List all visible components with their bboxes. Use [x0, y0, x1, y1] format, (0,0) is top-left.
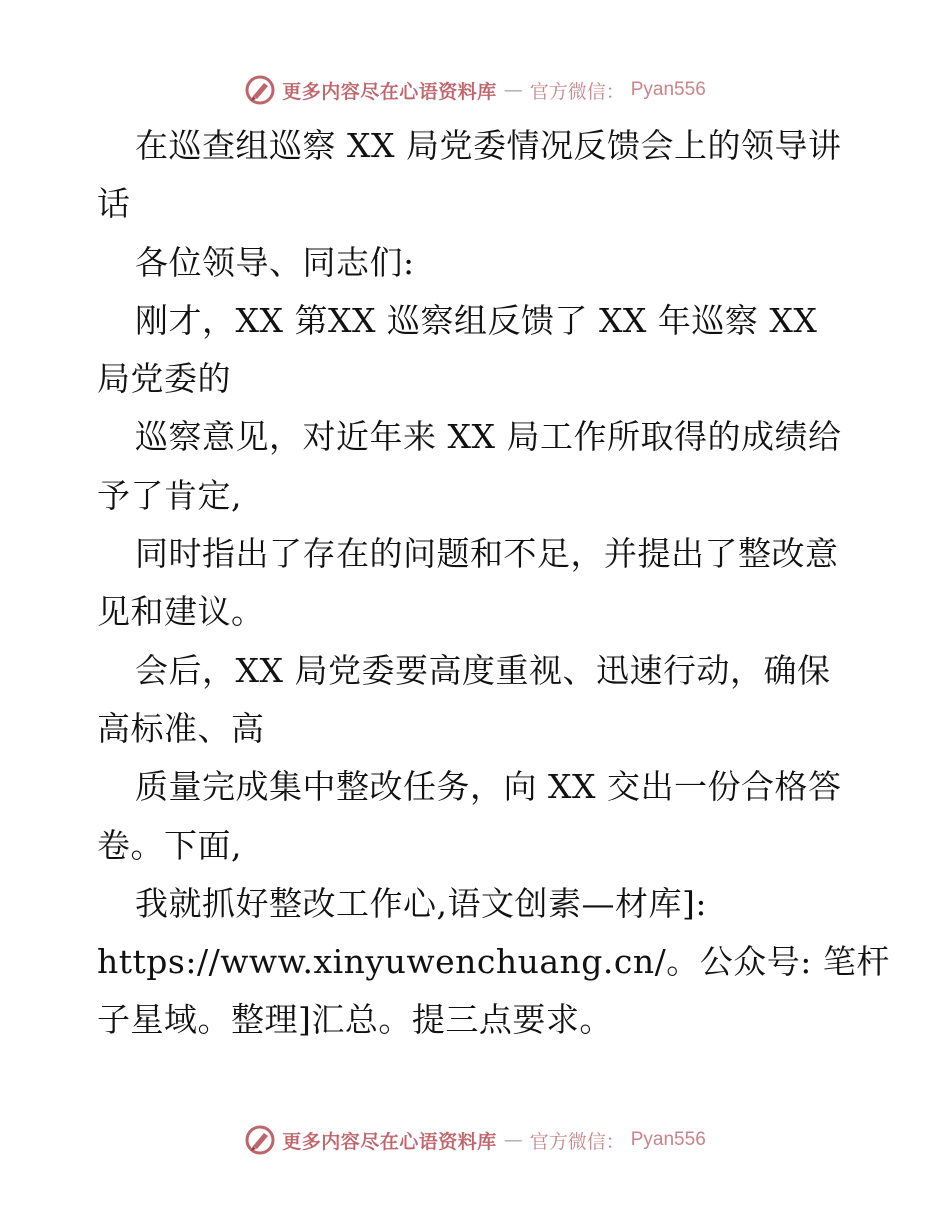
- body-line: 卷。下面,: [97, 825, 242, 865]
- body-line: 高标准、高: [97, 708, 265, 748]
- watermark-wechat-id: Pyan556: [630, 79, 706, 100]
- watermark-header: [0, 70, 950, 110]
- body-line: 刚才，XX 第XX 巡察组反馈了 XX 年巡察 XX: [135, 300, 818, 340]
- pen-logo-icon: [244, 74, 276, 106]
- body-line: 巡察意见，对近年来 XX 局工作所取得的成绩给: [135, 417, 842, 457]
- watermark-dash: —: [503, 79, 523, 101]
- watermark-wechat-label: 官方微信：: [529, 80, 625, 103]
- body-line: 见和建议。: [97, 592, 265, 632]
- body-line: 子星域。整理]汇总。提三点要求。: [97, 1000, 613, 1040]
- watermark-title: 更多内容尽在心语资料库: [282, 1130, 497, 1153]
- document-body: [97, 117, 890, 1050]
- watermark-wechat-id: Pyan556: [630, 1129, 706, 1150]
- body-line-salutation: 各位领导、同志们:: [135, 242, 415, 282]
- watermark-title: 更多内容尽在心语资料库: [282, 80, 497, 103]
- pen-logo-icon: [244, 1124, 276, 1156]
- body-line-url: https://www.xinyuwenchuang.cn/。公众号: 笔杆: [97, 942, 890, 982]
- body-line: 我就抓好整改工作心,语文创素—材库]:: [135, 883, 707, 923]
- watermark-wechat-label: 官方微信：: [529, 1130, 625, 1153]
- body-line: 予了肯定,: [97, 475, 242, 515]
- body-line: 会后，XX 局党委要高度重视、迅速行动，确保: [135, 650, 831, 690]
- body-line-title-2: 话: [97, 184, 131, 224]
- body-line: 同时指出了存在的问题和不足，并提出了整改意: [135, 534, 839, 574]
- body-line: 质量完成集中整改任务，向 XX 交出一份合格答: [135, 767, 842, 807]
- watermark-dash: —: [503, 1129, 523, 1151]
- body-line-title-1: 在巡查组巡察 XX 局党委情况反馈会上的领导讲: [135, 126, 842, 165]
- watermark-footer: [0, 1120, 950, 1160]
- body-line: 局党委的: [97, 359, 231, 399]
